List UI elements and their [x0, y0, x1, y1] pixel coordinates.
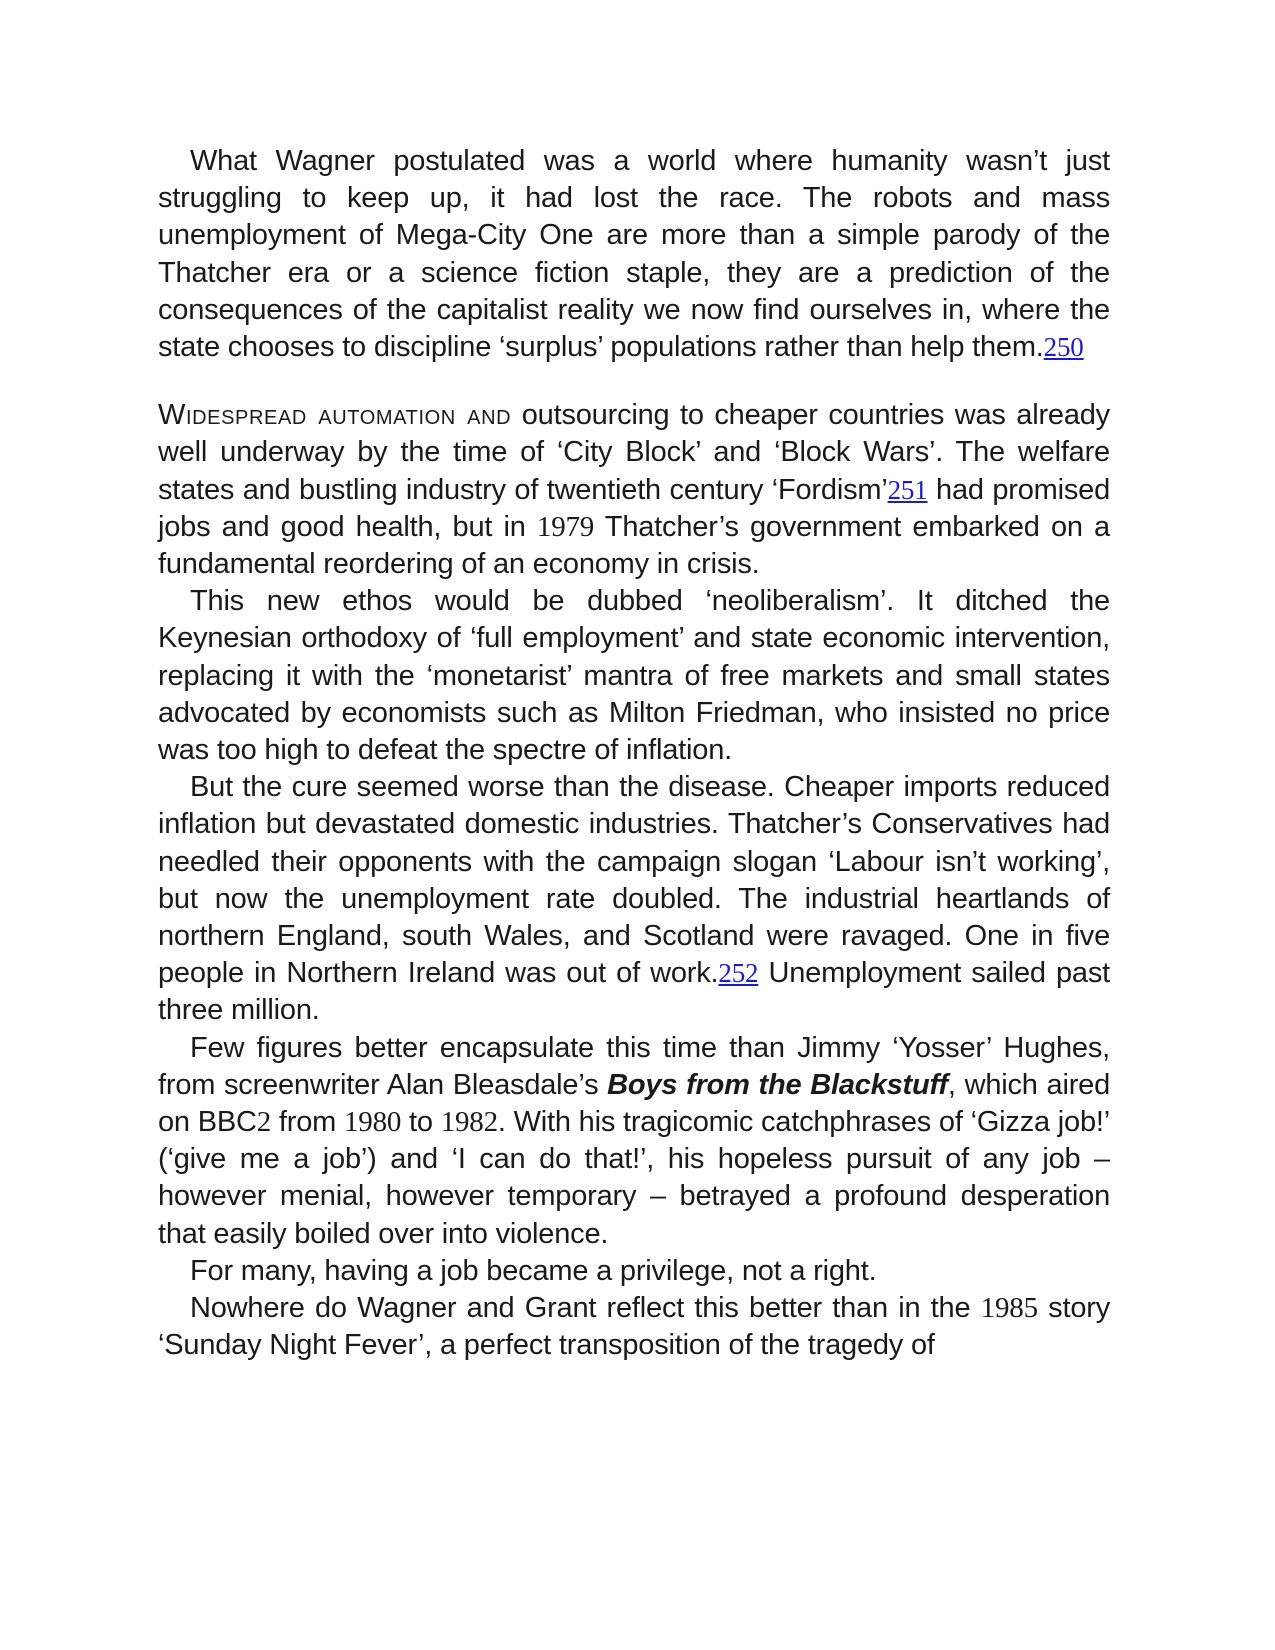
page-body — [158, 143, 1110, 1365]
year-1979: 1979 — [536, 510, 595, 543]
year-1982: 1982 — [440, 1106, 498, 1139]
paragraph-2: Widespread automation and outsourcing to cheaper countries was already well underway by the time of ‘City Block’ and ‘Block Wars’. The welfare states and bustling industry of twentieth century ‘Fordism’251 had promised jobs and good health, but in 1979 Thatcher’s government embarked on a fundamental reordering of an economy in crisis. — [158, 399, 1111, 581]
section-opening-smallcaps: Widespread automation and — [158, 399, 512, 432]
paragraph-1 — [158, 143, 1110, 366]
footnote-250-link[interactable]: 250 — [1043, 332, 1084, 363]
bbc-channel-number: 2 — [256, 1106, 272, 1139]
paragraph-6: For many, having a job became a privilege, not a right. — [190, 1254, 877, 1287]
show-title: Boys from the Blackstuff — [607, 1068, 948, 1101]
paragraph-7: Nowhere do Wagner and Grant reflect this better than in the 1985 story ‘Sunday Night Fever’, a perfect transposition of the tragedy of — [158, 1292, 1111, 1362]
footnote-252-link[interactable]: 252 — [718, 958, 759, 989]
year-1980: 1980 — [343, 1106, 402, 1139]
paragraph-5: Few figures better encapsulate this time than Jimmy ‘Yosser’ Hughes, from screenwriter Alan Bleasdale’s Boys from the Blackstuff, which aired on BBC2 from 1980 to 1982. With his tragicomic catchphrases of ‘Gizza job!’ (‘give me a job’) and ‘I can do that!’, his hopeless pursuit of any job – however menial, however temporary – betrayed a profound desperation that easily boiled over into violence. — [158, 1031, 1111, 1250]
paragraph-4: But the cure seemed worse than the disease. Cheaper imports reduced inflation but devastated domestic industries. Thatcher’s Conservatives had needled their opponents with the campaign slogan ‘Labour isn’t working’, but now the unemployment rate doubled. The industrial heartlands of northern England, south Wales, and Scotland were ravaged. One in five people in Northern Ireland was out of work.252 Unemployment sailed past three million. — [158, 771, 1110, 1027]
paragraph-3: This new ethos would be dubbed ‘neoliberalism’. It ditched the Keynesian orthodoxy of ‘full employment’ and state economic intervention, replacing it with the ‘monetarist’ mantra of free markets and small states advocated by economists such as Milton Friedman, who insisted no price was too high to defeat the spectre of inflation. — [158, 585, 1110, 767]
paragraph-1-text: What Wagner postulated was a world where humanity wasn’t just struggling to keep up, it had lost the race. The robots and mass unemployment of Mega-City One are more than a simple parody of the Thatcher era or a science fiction staple, they are a prediction of the consequences of the capitalist reality we now find ourselves in, where the state chooses to discipline ‘surplus’ populations rather than help them. — [158, 145, 1110, 364]
year-1985: 1985 — [980, 1292, 1038, 1325]
footnote-251-link[interactable]: 251 — [887, 474, 928, 505]
